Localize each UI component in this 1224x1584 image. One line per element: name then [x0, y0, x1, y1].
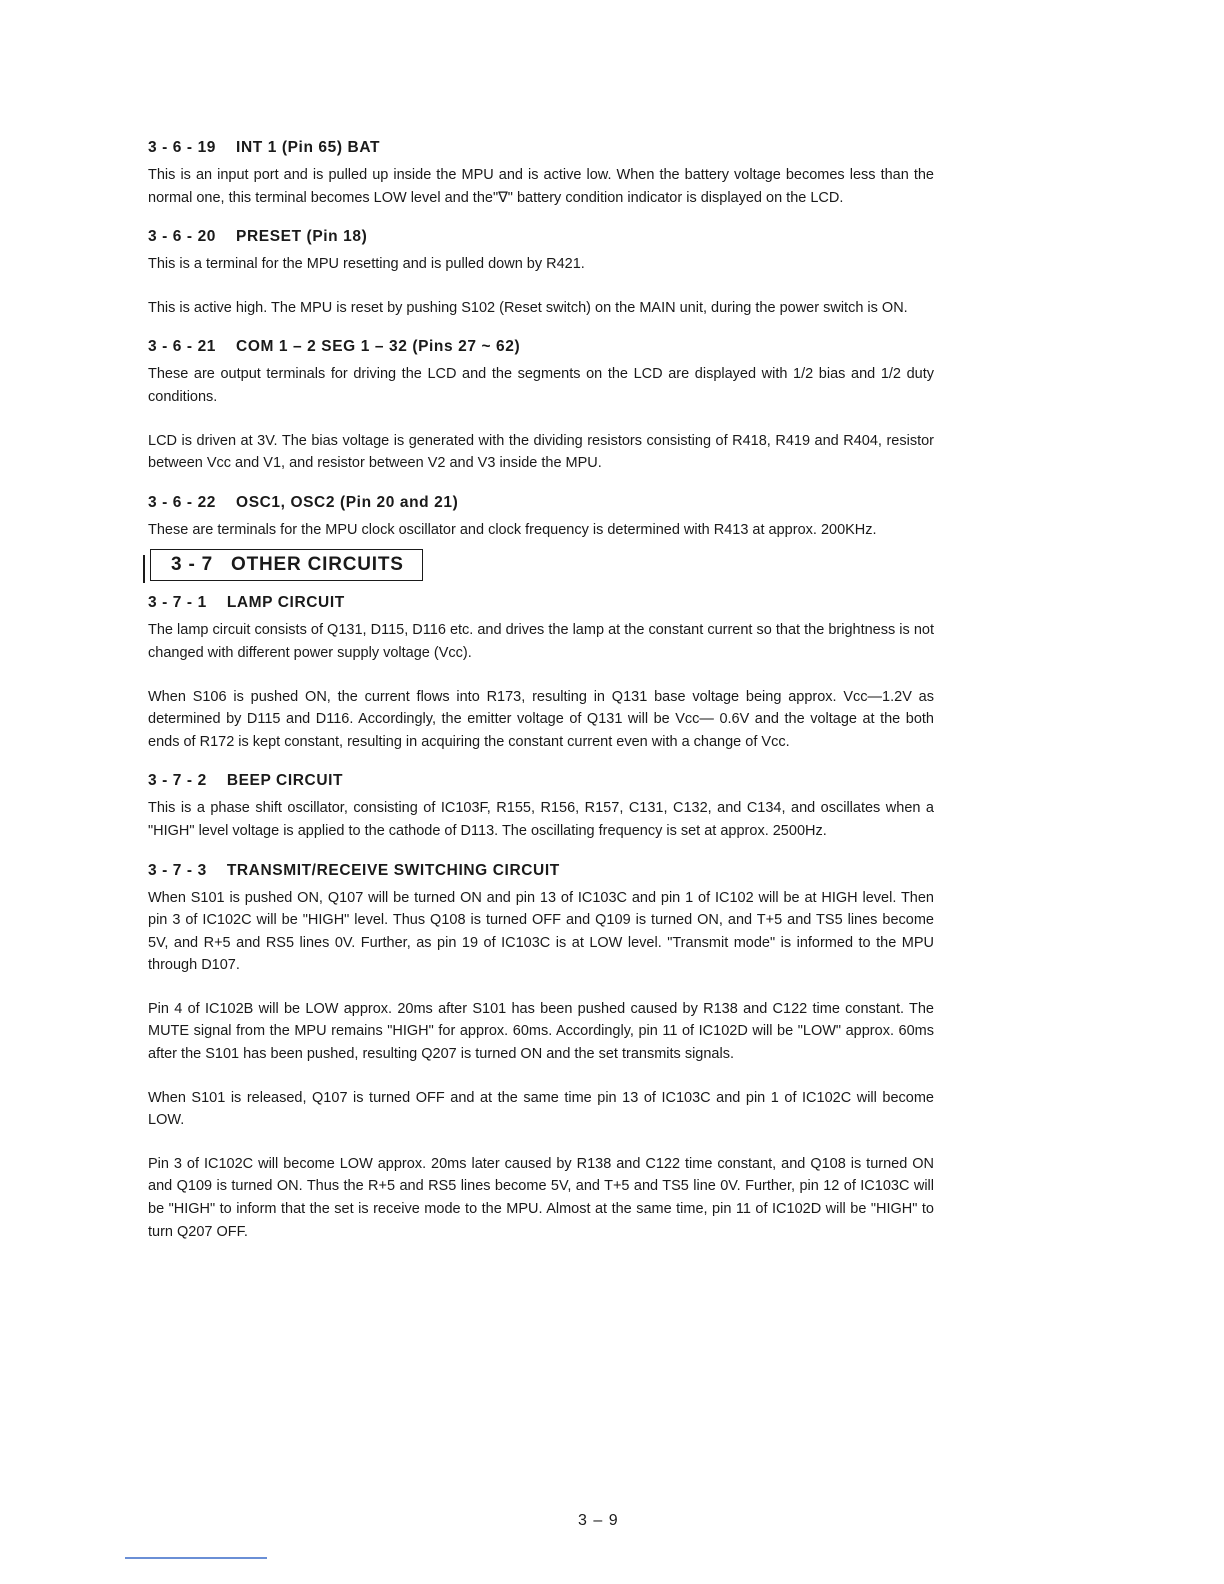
chapter-number: 3 - 7	[171, 554, 214, 576]
section-heading	[148, 221, 934, 253]
paragraph: When S101 is released, Q107 is turned OFF and at the same time pin 13 of IC103C and pin 1 of IC102C will become LOW.	[148, 1089, 934, 1129]
section-3-7-2	[148, 765, 934, 842]
paragraph: This is a terminal for the MPU resetting and is pulled down by R421.	[148, 256, 585, 273]
section-number: 3 - 6 - 19	[148, 139, 217, 156]
section-3-6-19	[148, 132, 934, 209]
section-title: PRESET (Pin 18)	[236, 228, 368, 246]
section-3-6-22	[148, 487, 934, 542]
section-title: TRANSMIT/RECEIVE SWITCHING CIRCUIT	[226, 861, 560, 879]
paragraph: When S106 is pushed ON, the current flows into R173, resulting in Q131 base voltage being approx. Vcc—1.2V as determined by D115 and D116. Accordingly, the emitter voltage of Q131 will be Vcc— 0.6V and the voltage at the both ends of R172 is kept constant, resulting in acquiring the constant current even with a change of Vcc.	[148, 688, 934, 750]
section-heading	[148, 132, 934, 164]
section-3-6-21	[148, 331, 934, 474]
paragraph: This is active high. The MPU is reset by pushing S102 (Reset switch) on the MAIN unit, during the power switch is ON.	[148, 299, 908, 316]
paragraph: Pin 3 of IC102C will become LOW approx. 20ms later caused by R138 and C122 time constant, and Q108 is turned ON and Q109 is turned ON. Thus the R+5 and RS5 lines become 5V, and T+5 and TS5 line 0V. Further, pin 12 of IC103C will be "HIGH" to inform that the set is receive mode to the MPU. Almost at the same time, pin 11 of IC102D will be "HIGH" to turn Q207 OFF.	[148, 1155, 934, 1240]
section-heading	[148, 765, 934, 797]
section-title: OSC1, OSC2 (Pin 20 and 21)	[236, 493, 459, 511]
paragraph: When S101 is pushed ON, Q107 will be turned ON and pin 13 of IC103C and pin 1 of IC102 will be at HIGH level. Then pin 3 of IC102C will be "HIGH" level. Thus Q108 is turned OFF and Q109 is turned ON, and T+5 and TS5 lines become 5V, and R+5 and RS5 lines 0V. Further, as pin 19 of IC103C is at LOW level. "Transmit mode" is informed to the MPU through D107.	[148, 889, 934, 974]
section-heading	[148, 587, 934, 619]
paragraph: Pin 4 of IC102B will be LOW approx. 20ms after S101 has been pushed caused by R138 and C122 time constant. The MUTE signal from the MPU remains "HIGH" for approx. 60ms. Accordingly, pin 11 of IC102D will be "LOW" approx. 60ms after the S101 has been pushed, resulting Q207 is turned ON and the set transmits signals.	[148, 1000, 934, 1063]
section-number: 3 - 7 - 3	[148, 861, 207, 879]
chapter-heading-box	[150, 549, 423, 581]
section-title: BEEP CIRCUIT	[226, 772, 344, 790]
paragraph: These are output terminals for driving the LCD and the segments on the LCD are displayed with 1/2 bias and 1/2 duty conditions.	[148, 366, 934, 405]
section-number: 3 - 6 - 22	[148, 493, 217, 511]
section-3-6-20	[148, 221, 934, 319]
section-heading	[148, 487, 934, 519]
section-title: LAMP CIRCUIT	[226, 594, 345, 612]
paragraph: LCD is driven at 3V. The bias voltage is generated with the dividing resistors consisting of R418, R419 and R404, resistor between Vcc and V1, and resistor between V2 and V3 inside the MPU.	[148, 432, 934, 472]
section-title: COM 1 – 2 SEG 1 – 32 (Pins 27 ~ 62)	[236, 338, 521, 356]
section-number: 3 - 6 - 21	[148, 338, 217, 356]
paragraph: These are terminals for the MPU clock oscillator and clock frequency is determined with R413 at approx. 200KHz.	[148, 521, 877, 538]
section-heading	[148, 331, 934, 363]
section-3-7-3	[148, 855, 934, 1244]
paragraph: This is an input port and is pulled up inside the MPU and is active low. When the battery voltage becomes less than the normal one, this terminal becomes LOW level and the"∇" battery condition indicator is displayed on the LCD.	[148, 167, 934, 206]
footer-rule	[125, 1557, 267, 1559]
document-page	[148, 132, 934, 1243]
chapter-title: OTHER CIRCUITS	[231, 554, 404, 576]
paragraph: The lamp circuit consists of Q131, D115, D116 etc. and drives the lamp at the constant current so that the brightness is not changed with different power supply voltage (Vcc).	[148, 622, 934, 661]
paragraph: This is a phase shift oscillator, consisting of IC103F, R155, R156, R157, C131, C132, and C134, and oscillates when a "HIGH" level voltage is applied to the cathode of D113. The oscillating frequency is set at approx. 2500Hz.	[148, 800, 934, 839]
section-number: 3 - 6 - 20	[148, 228, 217, 246]
section-number: 3 - 7 - 1	[148, 594, 207, 612]
section-heading	[148, 855, 934, 887]
section-3-7-1	[148, 587, 934, 753]
section-number: 3 - 7 - 2	[148, 772, 207, 790]
section-title: INT 1 (Pin 65) BAT	[236, 139, 381, 156]
page-number: 3 – 9	[578, 1512, 619, 1529]
